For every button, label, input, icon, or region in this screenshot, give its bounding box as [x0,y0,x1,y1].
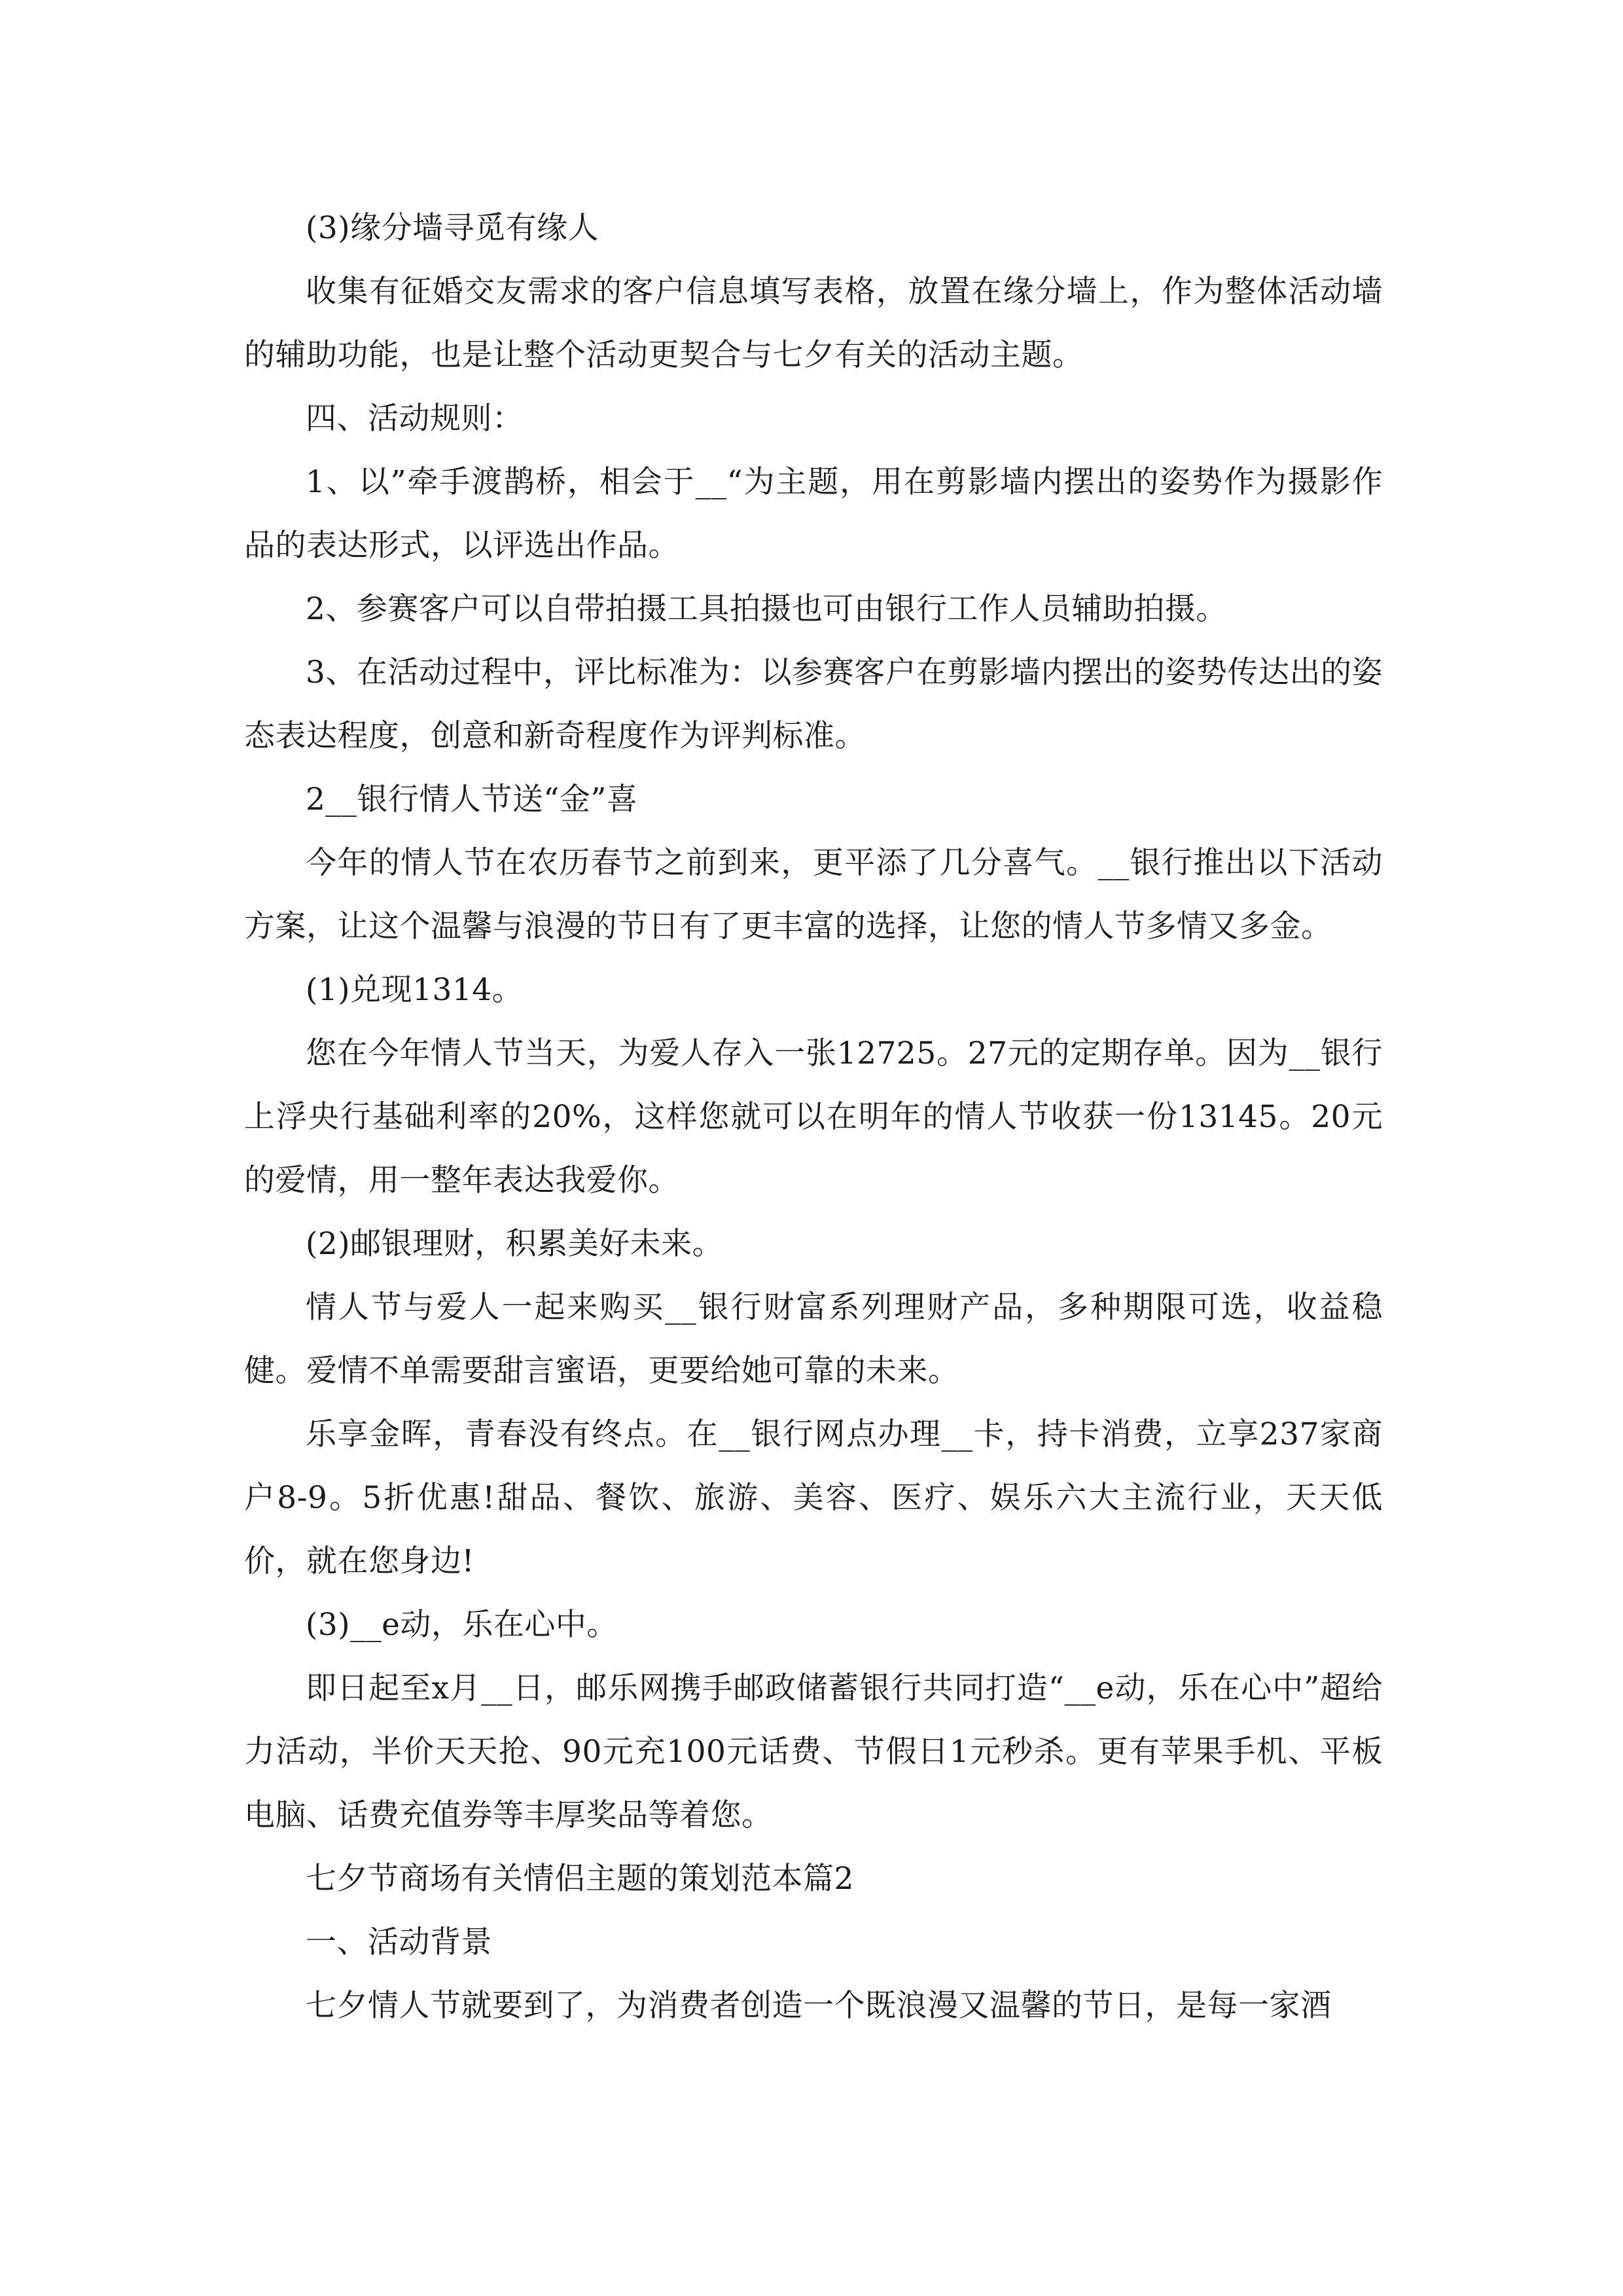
paragraph-wall-subheading: (3)缘分墙寻觅有缘人 [306,210,599,246]
paragraph-bank-intro: 今年的情人节在农历春节之前到来，更平添了几分喜气。__银行推出以下活动方案，让这个温馨与浪漫的节日有了更丰富的选择，让您的情人节多情又多金。 [244,845,1383,944]
paragraph-background: 七夕情人节就要到了，为消费者创造一个既浪漫又温馨的节日，是每一家酒 [306,1988,1332,2024]
paragraph-finance-products: 情人节与爱人一起来购买__银行财富系列理财产品，多种期限可选，收益稳健。爱情不单需要甜言蜜语，更要给她可靠的未来。 [244,1289,1383,1389]
paragraph-deposit-details: 您在今年情人节当天，为爱人存入一张12725。27元的定期存单。因为__银行上浮央行基础利率的20%，这样您就可以在明年的情人节收获一份13145。20元的爱情，用一整年表达我爱你。 [244,1035,1383,1198]
document-body [244,196,1383,2037]
rule-item-1: 1、以”牵手渡鹊桥，相会于__“为主题，用在剪影墙内摆出的姿势作为摄影作品的表达形式，以评选出作品。 [244,464,1383,564]
subheading-postal-finance: (2)邮银理财，积累美好未来。 [306,1226,724,1262]
paragraph-ule-promotion: 即日起至x月__日，邮乐网携手邮政储蓄银行共同打造“__e动，乐在心中”超给力活动，半价天天抢、90元充100元话费、节假日1元秒杀。更有苹果手机、平板电脑、话费充值券等丰厚奖品等着您。 [244,1670,1383,1833]
section-heading-bank-gold: 2__银行情人节送“金”喜 [306,781,638,817]
section-heading-background: 一、活动背景 [306,1924,492,1960]
article-title-part-2: 七夕节商场有关情侣主题的策划范本篇2 [306,1861,854,1897]
subheading-e-motion: (3)__e动，乐在心中。 [306,1607,618,1643]
subheading-redeem-1314: (1)兑现1314。 [306,972,524,1008]
rule-item-2: 2、参赛客户可以自带拍摄工具拍摄也可由银行工作人员辅助拍摄。 [306,591,1227,627]
section-heading-rules: 四、活动规则： [306,401,524,437]
paragraph-card-discounts: 乐享金晖，青春没有终点。在__银行网点办理__卡，持卡消费，立享237家商户8-9。5折优惠!甜品、餐饮、旅游、美容、医疗、娱乐六大主流行业，天天低价，就在您身边! [244,1416,1383,1579]
paragraph-wall-description: 收集有征婚交友需求的客户信息填写表格，放置在缘分墙上，作为整体活动墙的辅助功能，也是让整个活动更契合与七夕有关的活动主题。 [244,274,1383,373]
rule-item-3: 3、在活动过程中，评比标准为：以参赛客户在剪影墙内摆出的姿势传达出的姿态表达程度，创意和新奇程度作为评判标准。 [244,655,1383,754]
